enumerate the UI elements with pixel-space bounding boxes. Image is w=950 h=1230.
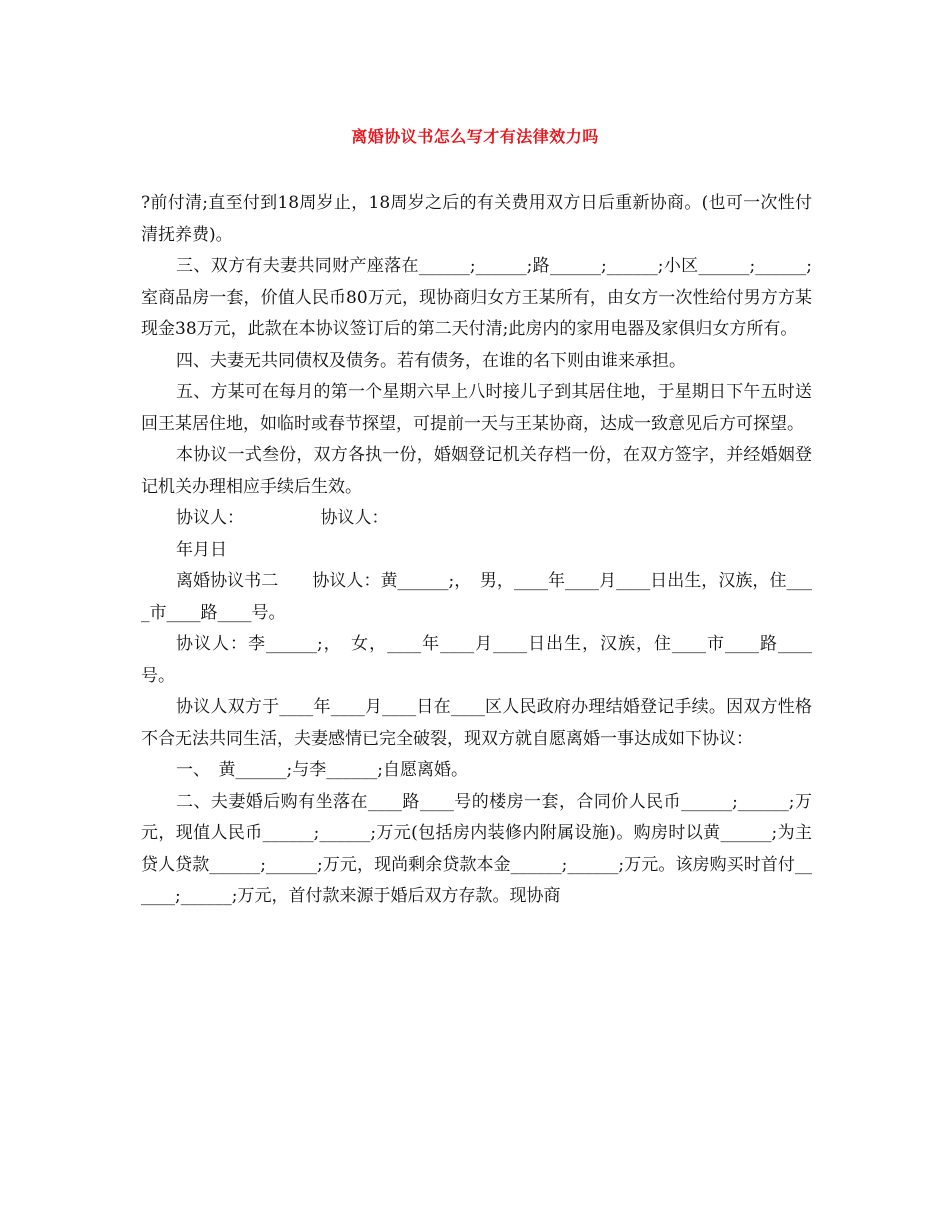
paragraph-clause-two: 二、夫妻婚后购有坐落在____路____号的楼房一套，合同价人民币______;______;万元，现值人民币______;______;万元(包括房内装修内附属设施)。购房时以黄______;为主贷人贷款______;______;万元，现尚剩余贷款本金______;______;万元。该房购买时首付______;______;万元，首付款来源于婚后双方存款。现协商 [141, 791, 812, 906]
paragraph-child-support-continued: ?前付清;直至付到18周岁止，18周岁之后的有关费用双方日后重新协商。(也可一次性付清抚养费)。 [141, 193, 812, 245]
paragraph-clause-four: 四、夫妻无共同债权及债务。若有债务，在谁的名下则由谁来承担。 [176, 350, 686, 371]
document-body [141, 188, 812, 913]
paragraph-party-b: 协议人：李______;， 女，____年____月____日出生，汉族，住____市____路____号。 [141, 634, 812, 686]
paragraph-clause-five: 五、方某可在每月的第一个星期六早上八时接儿子到其居住地，于星期日下午五时送回王某居住地，如临时或春节探望，可提前一天与王某协商，达成一致意见后方可探望。 [141, 382, 812, 434]
document-title: 离婚协议书怎么写才有法律效力吗 [351, 127, 599, 146]
paragraph-copies-effect: 本协议一式叁份，双方各执一份，婚姻登记机关存档一份，在双方签字，并经婚姻登记机关办理相应手续后生效。 [141, 445, 812, 497]
paragraph-agreement-two-party-a: 离婚协议书二 协议人：黄______;， 男，____年____月____日出生，汉族，住____市____路____号。 [141, 571, 812, 623]
signature-line: 协议人： 协议人： [176, 508, 389, 528]
paragraph-marriage-registration: 协议人双方于____年____月____日在____区人民政府办理结婚登记手续。因双方性格不合无法共同生活，夫妻感情已完全破裂，现双方就自愿离婚一事达成如下协议： [141, 697, 812, 749]
date-line: 年月日 [176, 539, 227, 560]
paragraph-clause-three: 三、双方有夫妻共同财产座落在______;______;路______;______;小区______;______;室商品房一套，价值人民币80万元，现协商归女方王某所有，由女方一次性给付男方方某现金38万元，此款在本协议签订后的第二天付清;此房内的家用电器及家俱归女方所有。 [141, 256, 812, 339]
paragraph-clause-one: 一、 黄______;与李______;自愿离婚。 [176, 760, 468, 780]
